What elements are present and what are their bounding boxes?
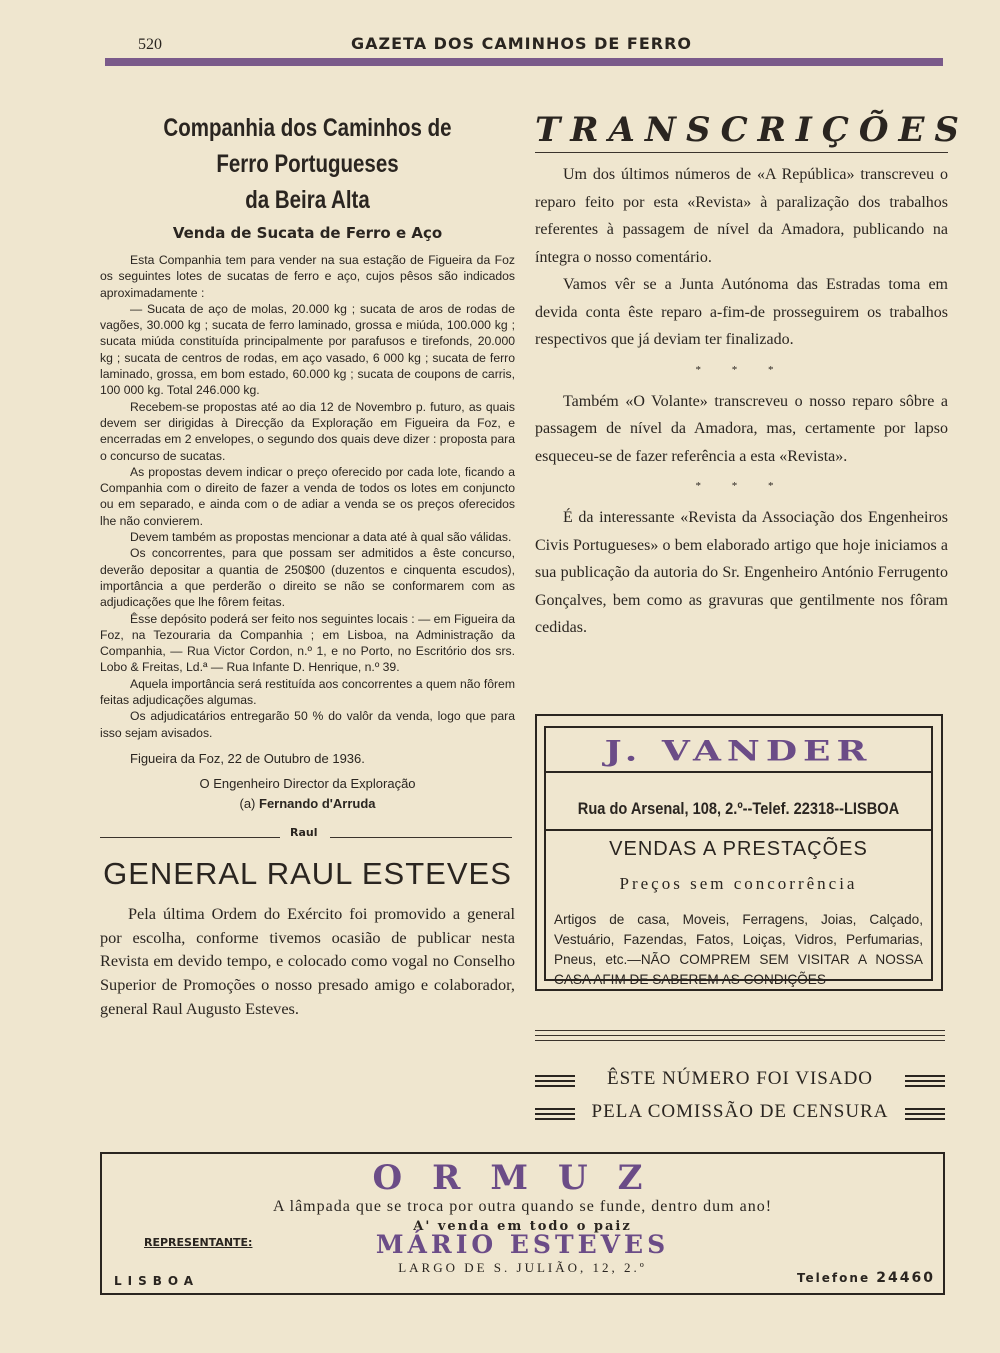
vander-sales: VENDAS A PRESTAÇÕES bbox=[609, 838, 868, 860]
censorship-notice bbox=[535, 1068, 945, 1134]
notice-paragraph: — Sucata de aço de molas, 20.000 kg ; sucata de aros de rodas de vagões, 30.000 kg ; sucata de ferro laminado, grossa e miúda, 100.000 kg ; sucata miúda constituída principalmente por parafusos e tirefonds, 20.000 kg ; sucata de centros de rodas, em aço vasado, 6 000 kg ; sucata de ferro laminado, grossa, em bom estado, 60.000 kg ; sucata de coupons de carris, 100 000 kg. Total 246.000 kg. bbox=[100, 301, 515, 398]
signer-line bbox=[100, 794, 515, 814]
vander-address: Rua do Arsenal, 108, 2.º--Telef. 22318--LISBOA bbox=[577, 799, 900, 818]
signer-title: O Engenheiro Director da Exploração bbox=[199, 775, 416, 791]
ormuz-address: LARGO DE S. JULIÃO, 12, 2.º bbox=[398, 1260, 647, 1275]
ormuz-sale: A' venda em todo o paiz bbox=[413, 1219, 632, 1234]
vander-prices: Preços sem concorrência bbox=[619, 874, 858, 893]
notice-paragraph: Aquela importância será restituída aos concorrentes a quem não fôrem feitas adjudicações algumas. bbox=[100, 676, 515, 708]
dash-ornament-right bbox=[905, 1108, 945, 1123]
section-divider bbox=[100, 820, 515, 850]
notice-paragraph: As propostas devem indicar o preço oferecido por cada lote, ficando a Companhia com o direito de fazer a venda de todos os lotes em conjuncto ou em separado, e ainda com o de adiar a venda se os preços oferecidos lhe não convierem. bbox=[100, 464, 515, 528]
dash-ornament-left bbox=[535, 1075, 575, 1090]
page-header bbox=[100, 30, 943, 70]
divider-line-right bbox=[330, 837, 512, 838]
general-title: GENERAL RAUL ESTEVES bbox=[103, 855, 512, 891]
transcricoes-paragraph: Também «O Volante» transcreveu o nosso reparo sôbre a passagem de nível da Amadora, mas, certamente por lapso esqueceu-se de fazer referência a esta «Revista». bbox=[535, 392, 948, 465]
notice-paragraph: Devem também as propostas mencionar a data até à qual são válidas. bbox=[130, 530, 512, 545]
vander-brand: J. VANDER bbox=[604, 734, 873, 768]
transcricoes-paragraph: É da interessante «Revista da Associação dos Engenheiros Civis Portugueses» o bem elaborado artigo que hoje iniciamos a sua publicação da autoria do Sr. Engenheiro António Ferrugento Gonçalves, bem como as gravuras que gentilmente nos fôram cedidas. bbox=[535, 509, 948, 636]
left-column bbox=[100, 110, 515, 1020]
vander-brand-rule bbox=[546, 771, 931, 773]
vander-advertisement bbox=[535, 714, 943, 991]
notice-paragraph: Os adjudicatários entregarão 50 % do valôr da venda, logo que para isso sejam avisados. bbox=[100, 709, 515, 740]
rule-line bbox=[535, 1040, 945, 1041]
notice-body bbox=[100, 252, 515, 741]
ormuz-city: LISBOA bbox=[114, 1274, 200, 1288]
divider-mark: Raul bbox=[290, 825, 318, 839]
notice-paragraph: Os concorrentes, para que possam ser admitidos a êste concurso, deverão depositar a quantia de 250$00 (duzentos e cinquenta escudos), importância a que perderão o direito se não se conformarem com as adjudicações que lhe fôrem feitas. bbox=[100, 546, 515, 610]
vander-address-rule bbox=[546, 829, 931, 831]
transcricoes-rule bbox=[535, 152, 948, 153]
dash-ornament-right bbox=[905, 1075, 945, 1090]
ormuz-phone-number: 24460 bbox=[876, 1270, 935, 1286]
notice-title-line1: Companhia dos Caminhos de Ferro Portugueses bbox=[163, 114, 452, 178]
ormuz-advertisement bbox=[100, 1152, 945, 1295]
vander-inner-frame bbox=[544, 726, 933, 987]
transcricoes-paragraph: Um dos últimos números de «A República» transcreveu o reparo feito por esta «Revista» à paralização dos trabalhos referentes à passagem de nível da Amadora, publicando na íntegra o nosso comentário. bbox=[535, 166, 948, 266]
transcricoes-title: TRANSCRIÇÕES bbox=[535, 110, 969, 150]
vander-items: Artigos de casa, Moveis, Ferragens, Joias, Calçado, Vestuário, Fazendas, Fatos, Loiças, Vidros, Perfumarias, Pneus, etc.—NÃO COMPREM SEM VISITAR A NOSSA CASA AFIM DE SABEREM AS CONDIÇÕES bbox=[554, 912, 923, 987]
censorship-rules bbox=[535, 1030, 945, 1045]
general-article bbox=[100, 856, 515, 1021]
section-stars: * * * bbox=[695, 363, 788, 376]
censorship-line1: ÊSTE NÚMERO FOI VISADO bbox=[606, 1068, 874, 1089]
ormuz-brand: ORMUZ bbox=[372, 1158, 673, 1198]
page-number: 520 bbox=[138, 36, 162, 53]
ormuz-phone-label: Telefone bbox=[796, 1271, 871, 1285]
dash-ornament-left bbox=[535, 1108, 575, 1123]
notice-paragraph: Esta Companhia tem para vender na sua estação de Figueira da Foz os seguintes lotes de sucatas de ferro e aço, cujos pêsos são indicados aproximadamente : bbox=[100, 253, 515, 300]
company-notice bbox=[100, 110, 515, 814]
notice-paragraph: Recebem-se propostas até ao dia 12 de Novembro p. futuro, as quais devem ser dirigidas à Direcção da Exploração em Figueira da Foz, e encerradas em 2 envelopes, o segundo dos quais deve dizer : proposta para o concurso de sucatas. bbox=[100, 399, 515, 463]
ormuz-phone bbox=[797, 1270, 935, 1286]
censorship-row bbox=[535, 1101, 945, 1134]
transcricoes-body bbox=[535, 161, 948, 642]
censorship-row bbox=[535, 1068, 945, 1101]
right-column bbox=[535, 110, 969, 642]
transcricoes-paragraph: Vamos vêr se a Junta Autónoma das Estradas toma em devida conta êste reparo a-fim-de prosseguirem os trabalhos respectivos que já deviam ter finalizado. bbox=[535, 276, 948, 348]
header-rule bbox=[105, 58, 943, 66]
notice-place-date: Figueira da Foz, 22 de Outubro de 1936. bbox=[130, 750, 365, 766]
rule-line bbox=[535, 1030, 945, 1031]
notice-signer bbox=[100, 774, 515, 814]
divider-line-left bbox=[100, 837, 280, 838]
censorship-line2: PELA COMISSÃO DE CENSURA bbox=[591, 1101, 889, 1122]
rule-line bbox=[535, 1035, 945, 1036]
ormuz-rep-label: REPRESENTANTE: bbox=[144, 1236, 253, 1249]
notice-title-line2: da Beira Alta bbox=[245, 186, 370, 214]
signer-prefix: (a) bbox=[239, 795, 256, 811]
general-text: Pela última Ordem do Exército foi promovido a general por escolha, conforme tivemos ocasião de publicar nesta Revista em devido tempo, e colocado como vogal no Conselho Superior de Promoções o nosso presado amigo e colaborador, general Raul Augusto Esteves. bbox=[100, 903, 515, 1018]
notice-subtitle: Venda de Sucata de Ferro e Aço bbox=[172, 224, 443, 242]
journal-title: GAZETA DOS CAMINHOS DE FERRO bbox=[350, 34, 692, 53]
ormuz-rep-name: MÁRIO ESTEVES bbox=[375, 1230, 670, 1259]
notice-paragraph: Êsse depósito poderá ser feito nos seguintes locais : — em Figueira da Foz, na Tezouraria da Companhia ; em Lisboa, na Administração da Companhia, — Rua Victor Cordon, n.º 1, e no Porto, no Escritório dos srs. Lobo & Freitas, Ld.ª — Rua Infante D. Henrique, n.º 39. bbox=[100, 611, 515, 675]
ormuz-slogan: A lâmpada que se troca por outra quando se funde, dentro dum ano! bbox=[272, 1198, 773, 1215]
signer-name: Fernando d'Arruda bbox=[259, 795, 376, 811]
section-stars: * * * bbox=[695, 480, 788, 492]
